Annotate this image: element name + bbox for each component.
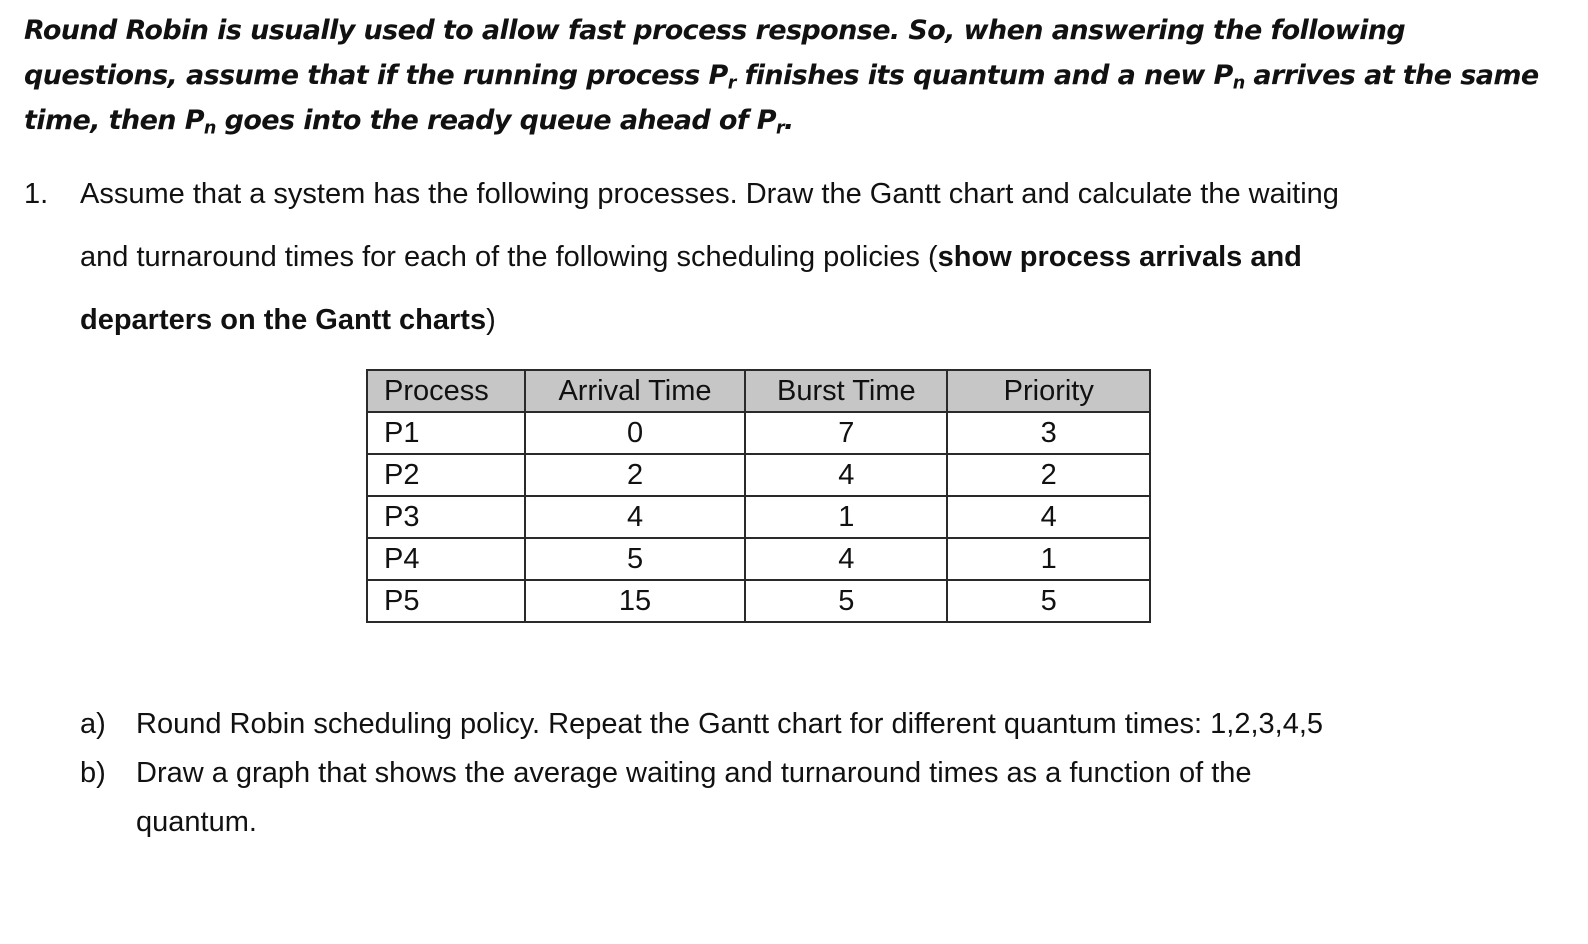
sub-question-b-line-1: Draw a graph that shows the average waiting and turnaround times as a function of the	[136, 757, 1252, 789]
cell-burst: 7	[745, 412, 947, 454]
table-row	[367, 580, 1150, 622]
cell-process: P1	[367, 412, 525, 454]
table-row	[367, 496, 1150, 538]
process-table	[366, 369, 1151, 623]
cell-burst: 5	[745, 580, 947, 622]
sub-question-a-text: Round Robin scheduling policy. Repeat the Gantt chart for different quantum times: 1,2,3,4,5	[136, 708, 1324, 740]
cell-arrival: 0	[525, 412, 745, 454]
intro-paragraph	[24, 8, 1564, 143]
sub-question-a-label: a)	[80, 708, 106, 740]
table-row	[367, 454, 1150, 496]
cell-arrival: 2	[525, 454, 745, 496]
intro-line-3: time, then $P_n$ goes into the ready queue ahead of $P_r$.	[24, 105, 794, 139]
cell-priority: 3	[947, 412, 1150, 454]
cell-priority: 1	[947, 538, 1150, 580]
cell-priority: 5	[947, 580, 1150, 622]
cell-arrival: 15	[525, 580, 745, 622]
table-row	[367, 412, 1150, 454]
sub-question-b	[80, 749, 1560, 847]
cell-arrival: 5	[525, 538, 745, 580]
cell-burst: 4	[745, 538, 947, 580]
cell-process: P4	[367, 538, 525, 580]
intro-line-1: Round Robin is usually used to allow fast process response. So, when answering the following	[24, 15, 1406, 46]
table-header-row	[367, 370, 1150, 412]
cell-process: P3	[367, 496, 525, 538]
cell-burst: 1	[745, 496, 947, 538]
cell-priority: 2	[947, 454, 1150, 496]
question-text	[80, 163, 1550, 352]
cell-process: P5	[367, 580, 525, 622]
sub-questions	[80, 700, 1560, 847]
header-priority: Priority	[947, 370, 1150, 412]
cell-process: P2	[367, 454, 525, 496]
sub-question-a	[80, 700, 1560, 749]
cell-arrival: 4	[525, 496, 745, 538]
question-line-1: Assume that a system has the following processes. Draw the Gantt chart and calculate the waiting	[80, 178, 1339, 210]
header-process: Process	[367, 370, 525, 412]
intro-line-2: questions, assume that if the running process $P_r$ finishes its quantum and a new $P_n$ arrives at the same	[24, 60, 1539, 94]
header-arrival-time: Arrival Time	[525, 370, 745, 412]
question-line-2: and turnaround times for each of the following scheduling policies (show process arrivals and	[80, 241, 1302, 273]
cell-burst: 4	[745, 454, 947, 496]
question-line-3: departers on the Gantt charts)	[80, 304, 496, 336]
sub-question-b-label: b)	[80, 757, 106, 789]
question-number: 1.	[24, 178, 49, 210]
sub-question-b-line-2: quantum.	[136, 806, 257, 838]
header-burst-time: Burst Time	[745, 370, 947, 412]
table-row	[367, 538, 1150, 580]
cell-priority: 4	[947, 496, 1150, 538]
